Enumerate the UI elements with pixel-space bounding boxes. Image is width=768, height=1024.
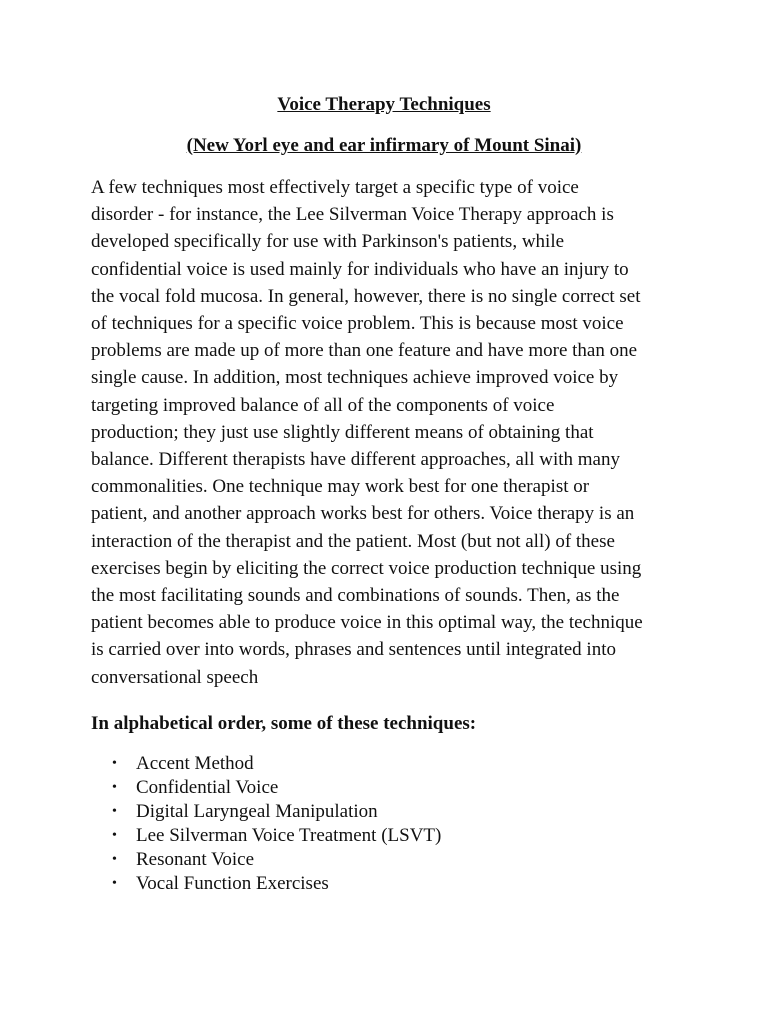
document-title: Voice Therapy Techniques	[277, 94, 491, 115]
list-item	[91, 776, 441, 800]
techniques-list	[91, 752, 441, 896]
paragraph-line: commonalities. One technique may work best for one therapist or	[91, 476, 590, 498]
paragraph-line: exercises begin by eliciting the correct voice production technique using	[91, 557, 642, 579]
paragraph-line: confidential voice is used mainly for individuals who have an injury to	[91, 258, 629, 280]
paragraph-line: single cause. In addition, most techniques achieve improved voice by	[91, 367, 619, 389]
paragraph-line: conversational speech	[91, 666, 259, 688]
list-item	[91, 824, 441, 848]
paragraph-line: is carried over into words, phrases and sentences until integrated into	[91, 639, 616, 661]
paragraph-line: the vocal fold mucosa. In general, however, there is no single correct set	[91, 285, 641, 307]
paragraph-line: balance. Different therapists have different approaches, all with many	[91, 449, 620, 471]
paragraph-line: A few techniques most effectively target a specific type of voice	[91, 177, 579, 198]
bullet-icon: •	[112, 804, 117, 819]
list-item-label: Digital Laryngeal Manipulation	[136, 801, 378, 822]
paragraph-line: patient, and another approach works best for others. Voice therapy is an	[91, 503, 635, 525]
paragraph-line: disorder - for instance, the Lee Silverman Voice Therapy approach is	[91, 204, 614, 226]
list-item	[91, 752, 441, 776]
list-heading: In alphabetical order, some of these techniques:	[91, 713, 477, 734]
paragraph-line: patient becomes able to produce voice in this optimal way, the technique	[91, 612, 643, 634]
bullet-icon: •	[112, 852, 117, 867]
list-item-label: Accent Method	[136, 753, 254, 774]
list-item-label: Resonant Voice	[136, 849, 255, 870]
bullet-icon: •	[112, 756, 117, 771]
list-item-label: Lee Silverman Voice Treatment (LSVT)	[136, 825, 442, 846]
paragraph-line: problems are made up of more than one feature and have more than one	[91, 340, 638, 362]
bullet-icon: •	[112, 876, 117, 891]
document-subtitle: (New Yorl eye and ear infirmary of Mount Sinai)	[186, 135, 582, 156]
paragraph-line: the most facilitating sounds and combinations of sounds. Then, as the	[91, 585, 620, 607]
paragraph-line: targeting improved balance of all of the components of voice	[91, 394, 555, 416]
paragraph-line: interaction of the therapist and the patient. Most (but not all) of these	[91, 530, 615, 552]
body-paragraph	[91, 174, 691, 691]
bullet-icon: •	[112, 780, 117, 795]
list-item	[91, 872, 441, 896]
list-item	[91, 800, 441, 824]
list-item-label: Confidential Voice	[136, 777, 279, 798]
list-item-label: Vocal Function Exercises	[136, 873, 329, 894]
paragraph-line: developed specifically for use with Parkinson's patients, while	[91, 231, 565, 253]
paragraph-line: production; they just use slightly different means of obtaining that	[91, 421, 594, 443]
paragraph-line: of techniques for a specific voice problem. This is because most voice	[91, 313, 624, 335]
bullet-icon: •	[112, 828, 117, 843]
list-item	[91, 848, 441, 872]
